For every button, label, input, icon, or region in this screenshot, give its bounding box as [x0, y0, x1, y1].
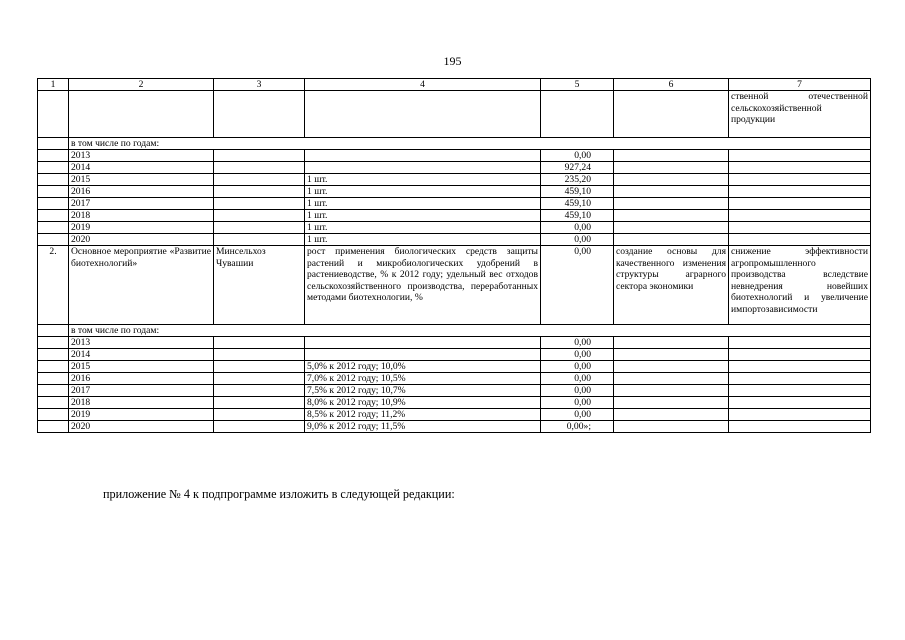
- value-cell: 927,24: [541, 162, 614, 174]
- consequences-continuation: ственной отечественной сельскохозяйственной продукции: [729, 91, 871, 138]
- year-cell: 2018: [69, 397, 214, 409]
- year-row: [38, 210, 871, 222]
- year-row: [38, 373, 871, 385]
- cell: [38, 222, 69, 234]
- value-cell: 0,00: [541, 234, 614, 246]
- year-cell: 2015: [69, 361, 214, 373]
- cell: [614, 162, 729, 174]
- indicator-cell: 7,0% к 2012 году; 10,5%: [305, 373, 541, 385]
- cell: [38, 409, 69, 421]
- cell: [38, 174, 69, 186]
- value-cell: 459,10: [541, 198, 614, 210]
- cell: [38, 325, 69, 337]
- year-row: [38, 150, 871, 162]
- cell: [614, 210, 729, 222]
- year-row: [38, 234, 871, 246]
- cell: [729, 349, 871, 361]
- cell: [614, 198, 729, 210]
- indicator-cell: 1 шт.: [305, 222, 541, 234]
- indicator-cell: 1 шт.: [305, 198, 541, 210]
- cell: [729, 162, 871, 174]
- cell: [38, 361, 69, 373]
- value-cell: 0,00»;: [541, 421, 614, 433]
- cell: [214, 337, 305, 349]
- cell: [729, 337, 871, 349]
- value-cell: 0,00: [541, 373, 614, 385]
- cell: [214, 361, 305, 373]
- cell: [38, 150, 69, 162]
- cell: [38, 349, 69, 361]
- cell: [38, 162, 69, 174]
- subheading-row: [38, 325, 871, 337]
- cell: [614, 361, 729, 373]
- cell: [214, 91, 305, 138]
- value-cell: 459,10: [541, 210, 614, 222]
- section1-subheading: в том числе по годам:: [69, 138, 871, 150]
- cell: [614, 174, 729, 186]
- cell: [214, 174, 305, 186]
- cell: [614, 409, 729, 421]
- year-row: [38, 349, 871, 361]
- cell: [729, 150, 871, 162]
- year-cell: 2018: [69, 210, 214, 222]
- header-cell: 6: [614, 79, 729, 91]
- cell: [729, 186, 871, 198]
- cell: [38, 337, 69, 349]
- section2-subheading: в том числе по годам:: [69, 325, 871, 337]
- item-number: 2.: [38, 246, 69, 325]
- year-cell: 2020: [69, 421, 214, 433]
- cell: [729, 210, 871, 222]
- year-cell: 2014: [69, 162, 214, 174]
- cell: [214, 234, 305, 246]
- year-row: [38, 198, 871, 210]
- cell: [38, 138, 69, 150]
- cell: [614, 349, 729, 361]
- cell: [38, 373, 69, 385]
- cell: [38, 397, 69, 409]
- cell: [305, 91, 541, 138]
- cell: [729, 421, 871, 433]
- indicator-cell: 8,5% к 2012 году; 11,2%: [305, 409, 541, 421]
- year-cell: 2014: [69, 349, 214, 361]
- header-cell: 5: [541, 79, 614, 91]
- cell: [729, 373, 871, 385]
- year-row: [38, 222, 871, 234]
- year-cell: 2020: [69, 234, 214, 246]
- footer-text: приложение № 4 к подпрограмме изложить в следующей редакции:: [103, 487, 455, 501]
- cell: [541, 91, 614, 138]
- year-row: [38, 409, 871, 421]
- cell: [214, 222, 305, 234]
- cell: [729, 409, 871, 421]
- cell: [729, 385, 871, 397]
- indicator-cell: [305, 337, 541, 349]
- indicator-cell: 1 шт.: [305, 174, 541, 186]
- value-cell: 0,00: [541, 349, 614, 361]
- cell: [614, 421, 729, 433]
- indicator-cell: 7,5% к 2012 году; 10,7%: [305, 385, 541, 397]
- year-row: [38, 361, 871, 373]
- cell: [729, 361, 871, 373]
- cell: [729, 234, 871, 246]
- cell: [214, 150, 305, 162]
- indicator-cell: 1 шт.: [305, 234, 541, 246]
- cell: [214, 162, 305, 174]
- cell: [614, 373, 729, 385]
- year-row: [38, 337, 871, 349]
- indicator-cell: [305, 162, 541, 174]
- header-cell: 7: [729, 79, 871, 91]
- item-name: Основное мероприятие «Развитие биотехнологий»: [69, 246, 214, 325]
- indicator-cell: 1 шт.: [305, 186, 541, 198]
- value-cell: 459,10: [541, 186, 614, 198]
- cell: [214, 198, 305, 210]
- cell: [38, 234, 69, 246]
- indicator-cell: 1 шт.: [305, 210, 541, 222]
- indicator-cell: [305, 349, 541, 361]
- cell: [214, 409, 305, 421]
- value-cell: 0,00: [541, 397, 614, 409]
- cell: [214, 421, 305, 433]
- year-row: [38, 186, 871, 198]
- item-result: создание основы для качественного изменения структуры аграрного сектора экономики: [614, 246, 729, 325]
- cell: [38, 210, 69, 222]
- page-number: 195: [443, 54, 462, 68]
- program-activities-table: [37, 78, 871, 433]
- item-indicator: рост применения биологических средств защиты растений и микробиологических удобрений в растениеводстве, % к 2012 году; удельный вес отходов сельскохозяйственного производства, переработанных методами биотехнологии, %: [305, 246, 541, 325]
- indicator-cell: [305, 150, 541, 162]
- cell: [614, 337, 729, 349]
- year-cell: 2015: [69, 174, 214, 186]
- year-cell: 2017: [69, 385, 214, 397]
- value-cell: 0,00: [541, 361, 614, 373]
- year-cell: 2013: [69, 337, 214, 349]
- cell: [38, 186, 69, 198]
- value-cell: 0,00: [541, 337, 614, 349]
- subheading-row: [38, 138, 871, 150]
- value-cell: 0,00: [541, 150, 614, 162]
- cell: [38, 421, 69, 433]
- year-row: [38, 385, 871, 397]
- indicator-cell: 5,0% к 2012 году; 10,0%: [305, 361, 541, 373]
- header-cell: 3: [214, 79, 305, 91]
- year-cell: 2013: [69, 150, 214, 162]
- cell: [38, 91, 69, 138]
- cell: [614, 150, 729, 162]
- value-cell: 0,00: [541, 385, 614, 397]
- item-executor: Минсельхоз Чувашии: [214, 246, 305, 325]
- year-cell: 2016: [69, 186, 214, 198]
- cell: [729, 198, 871, 210]
- cell: [614, 222, 729, 234]
- cell: [729, 222, 871, 234]
- header-cell: 4: [305, 79, 541, 91]
- year-row: [38, 421, 871, 433]
- cell: [614, 385, 729, 397]
- cell: [38, 385, 69, 397]
- cell: [614, 234, 729, 246]
- indicator-cell: 9,0% к 2012 году; 11,5%: [305, 421, 541, 433]
- cell: [38, 198, 69, 210]
- year-cell: 2017: [69, 198, 214, 210]
- header-cell: 1: [38, 79, 69, 91]
- cell: [729, 174, 871, 186]
- cell: [214, 349, 305, 361]
- continuation-row: [38, 91, 871, 138]
- value-cell: 235,20: [541, 174, 614, 186]
- year-cell: 2019: [69, 409, 214, 421]
- cell: [214, 385, 305, 397]
- item-value: 0,00: [541, 246, 614, 325]
- cell: [214, 186, 305, 198]
- value-cell: 0,00: [541, 409, 614, 421]
- year-row: [38, 162, 871, 174]
- header-row: [38, 79, 871, 91]
- cell: [214, 397, 305, 409]
- cell: [614, 397, 729, 409]
- year-cell: 2019: [69, 222, 214, 234]
- cell: [69, 91, 214, 138]
- cell: [614, 186, 729, 198]
- cell: [214, 373, 305, 385]
- year-cell: 2016: [69, 373, 214, 385]
- cell: [729, 397, 871, 409]
- indicator-cell: 8,0% к 2012 году; 10,9%: [305, 397, 541, 409]
- year-row: [38, 174, 871, 186]
- item2-row: [38, 246, 871, 325]
- cell: [214, 210, 305, 222]
- year-row: [38, 397, 871, 409]
- item-consequences: снижение эффективности агропромышленного производства вследствие невнедрения новейших биотехнологий и увеличение импортозависимости: [729, 246, 871, 325]
- header-cell: 2: [69, 79, 214, 91]
- value-cell: 0,00: [541, 222, 614, 234]
- cell: [614, 91, 729, 138]
